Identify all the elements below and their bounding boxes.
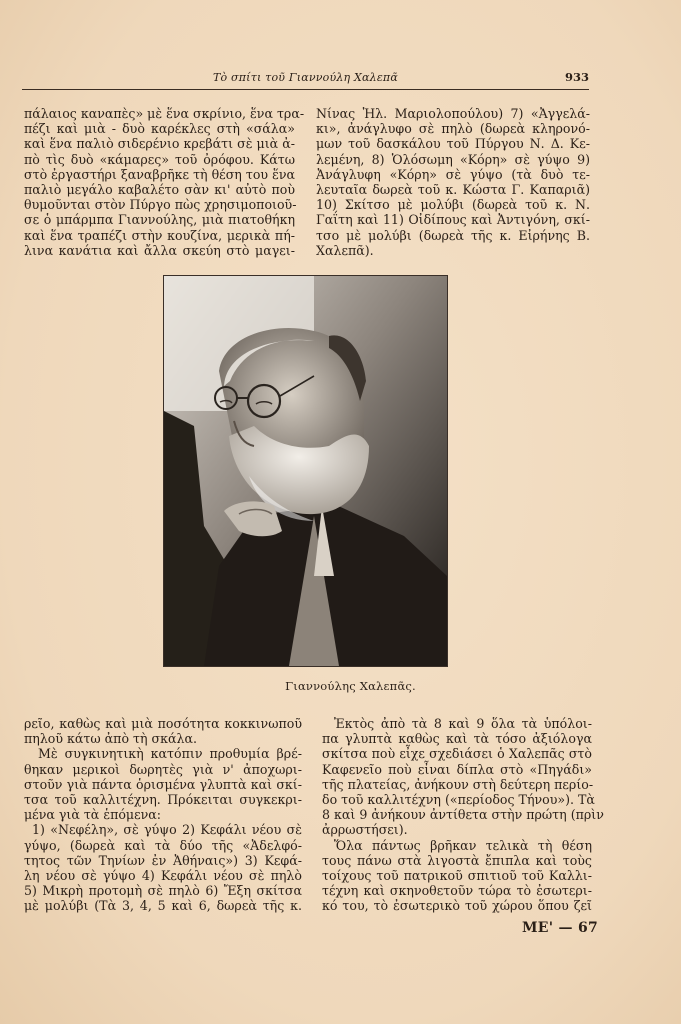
text-line: λεμένη, 8) Ὁλόσωμη «Κόρη» σὲ γύψο 9) (316, 151, 590, 167)
text-line: 10) Σκίτσο μὲ μολύβι (δωρεὰ τοῦ κ. Ν. (316, 197, 590, 213)
text-line: τητος τῶν Τηνίων ἐν Ἀθήναις») 3) Κεφά- (24, 852, 302, 868)
text-line: μὲ μολύβι (Τὰ 3, 4, 5 καὶ 6, δωρεὰ τῆς κ. (24, 898, 302, 914)
text-line: 5) Μικρὴ προτομὴ σὲ πηλὸ 6) Ἔξη σκίτσα (24, 883, 302, 899)
text-line: τοίχους τοῦ πατρικοῦ σπιτιοῦ τοῦ Καλλι- (322, 868, 592, 884)
portrait-photo (164, 276, 447, 666)
text-line: Ἀνάγλυφη «Κόρη» σὲ γύψο (τὰ δυὸ τε- (316, 166, 590, 182)
text-line: λευταῖα δωρεὰ τοῦ κ. Κώστα Γ. Καπαριᾶ) (316, 182, 590, 198)
text-line: μων τοῦ δασκάλου τοῦ Πύργου Ν. Δ. Κε- (316, 136, 590, 152)
text-column-bottom-left (24, 716, 302, 914)
text-line: παλιὸ μεγάλο καβαλέτο σὰν κι' αὐτὸ ποὺ (24, 182, 295, 198)
text-line: τῆς πλατείας, ἀνήκουν στὴ δεύτερη περίο- (322, 776, 594, 792)
text-line: δο τοῦ καλλιτέχνη («περίοδος Τήνου»). Τὰ (322, 792, 595, 808)
text-line: στοῦν γιὰ πάντα ὁρισμένα γλυπτὰ καὶ σκί- (24, 776, 302, 792)
text-line: πα γλυπτὰ καθὼς καὶ τὰ τόσο ἀξιόλογα (322, 731, 592, 747)
text-line: σκίτσα ποὺ εἶχε σχεδιάσει ὁ Χαλεπᾶς στὸ (322, 746, 592, 762)
page-number: 933 (564, 70, 589, 84)
text-line: λη νέου σὲ γύψο 4) Κεφάλι νέου σὲ πηλὸ (24, 868, 302, 884)
text-line: γύψο, (δωρεὰ καὶ τὰ δύο τῆς «Ἀδελφό- (24, 837, 302, 853)
portrait-illustration (164, 276, 447, 666)
text-line: Χαλεπᾶ). (316, 242, 374, 258)
text-line: πέζι καὶ μιὰ - δυὸ καρέκλες στὴ «σάλα» (24, 121, 295, 137)
text-line: τσα τοῦ καλλιτέχνη. Πρόκειται συγκεκρι- (24, 792, 302, 808)
text-line: πάλαιος καναπὲς» μὲ ἕνα σκρίνιο, ἕνα τρα- (24, 106, 305, 121)
text-line: Καφενεῖο ποὺ εἶναι δίπλα στὸ «Πηγάδι» (322, 761, 592, 777)
text-line: τέχνη καὶ σκηνοθετοῦν τώρα τὸ ἐσωτερι- (322, 883, 592, 899)
text-line: κό του, τὸ ἐσωτερικὸ τοῦ χώρου ὅπου ζεῖ (322, 898, 592, 914)
header-rule (22, 89, 589, 90)
page-header (22, 70, 589, 88)
text-line: στὸ ἐργαστήρι ξαναβρῆκε τὴ θέση του ἕνα (24, 166, 295, 182)
text-line: ρεῖο, καθὼς καὶ μιὰ ποσότητα κοκκινωποῦ (24, 716, 302, 731)
text-line: Μὲ συγκινητικὴ κατόπιν προθυμία βρέ- (38, 746, 302, 762)
text-line: θυμοῦνται στὸν Πύργο πὼς χρησιμοποιοῦ- (24, 197, 297, 213)
text-line: Ἐκτὸς ἀπὸ τὰ 8 καὶ 9 ὅλα τὰ ὑπόλοι- (334, 716, 592, 731)
text-column-top-right (316, 106, 590, 258)
text-line: μένα γιὰ τὰ ἑπόμενα: (24, 807, 162, 823)
text-line: σε ὁ μπάρμπα Γιαννούλης, μιὰ πιατοθήκη (24, 212, 295, 228)
folio-mark: ΜΕ' — 67 (522, 920, 599, 936)
text-line: πὸ τὶς δυὸ «κάμαρες» τοῦ ὀρόφου. Κάτω (24, 151, 295, 167)
text-column-top-left (24, 106, 305, 258)
text-line: 8 καὶ 9 ἀνήκουν ἀντίθετα στὴν πρώτη (πρὶν (322, 807, 604, 823)
text-line: 1) «Νεφέλη», σὲ γύψο 2) Κεφάλι νέου σὲ (32, 822, 302, 838)
text-line: Γαΐτη καὶ 11) Οἰδίπους καὶ Ἀντιγόνη, σκί- (316, 212, 590, 228)
text-line: θηκαν μερικοὶ δωρητὲς γιὰ ν' ἀποχωρι- (24, 761, 302, 777)
text-line: Ὅλα πάντως βρῆκαν τελικὰ τὴ θέση (334, 837, 592, 853)
text-line: τσο μὲ μολύβι (δωρεὰ τῆς κ. Εἰρήνης Β. (316, 227, 590, 243)
text-column-bottom-right (322, 716, 604, 914)
running-title: Τὸ σπίτι τοῦ Γιαννούλη Χαλεπᾶ (212, 71, 398, 84)
text-line: τους πάνω στὰ λιγοστὰ ἔπιπλα καὶ τοὺς (322, 852, 592, 868)
text-line: πηλοῦ κάτω ἀπὸ τὴ σκάλα. (24, 731, 198, 747)
photo-caption: Γιαννούλης Χαλεπᾶς. (285, 679, 416, 693)
text-line: καὶ ἕνα παλιὸ σιδερένιο κρεβάτι σὲ μιὰ ἀ- (24, 136, 295, 152)
text-line: λινα κανάτια καὶ ἄλλα σκεύη στὸ μαγει- (24, 242, 295, 258)
text-line: Νίνας Ἠλ. Μαριολοπούλου) 7) «Ἀγγελά- (316, 106, 590, 121)
text-line: κι», ἀνάγλυφο σὲ πηλὸ (δωρεὰ κληρονό- (316, 121, 590, 137)
text-line: καὶ ἕνα τραπέζι στὴν κουζίνα, μερικὰ πή- (24, 227, 295, 243)
text-line: ἀρρωστήσει). (322, 822, 408, 838)
